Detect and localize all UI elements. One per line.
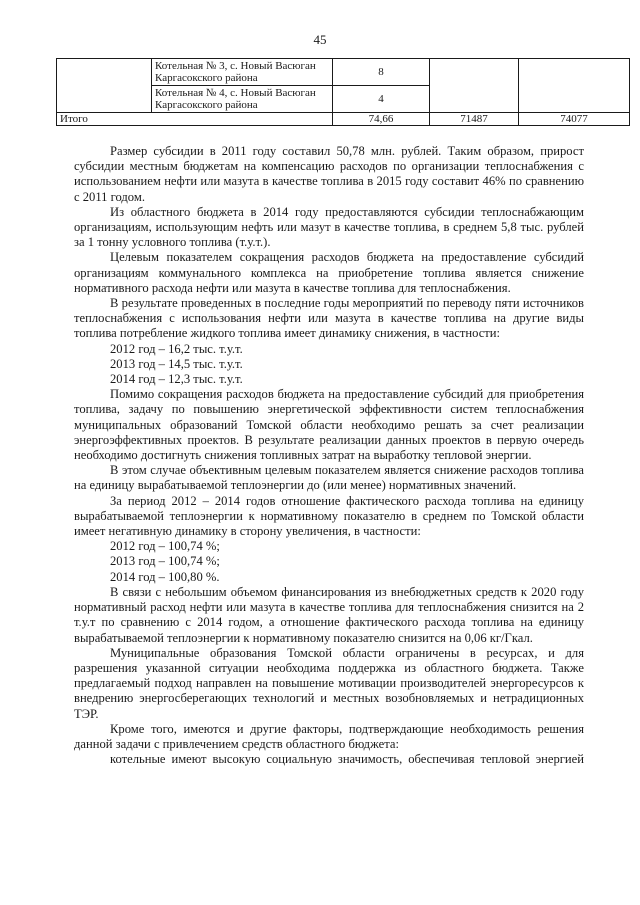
boiler-value-cell: 8: [333, 59, 430, 86]
empty-cell: [430, 59, 519, 113]
list-item: 2014 год – 12,3 тыс. т.у.т.: [110, 372, 243, 387]
total-c2-cell: 74077: [519, 113, 630, 126]
boiler-value-cell: 4: [333, 86, 430, 113]
list-item: 2013 год – 14,5 тыс. т.у.т.: [110, 356, 243, 371]
document-body: [74, 144, 584, 767]
list-item: 2013 год – 100,74 %;: [110, 554, 220, 569]
boiler-name-cell: Котельная № 4, с. Новый Васюган Каргасокского района: [152, 86, 333, 113]
total-value-cell: 74,66: [333, 113, 430, 126]
paragraph: За период 2012 – 2014 годов отношение фактического расхода топлива на единицу вырабатываемой теплоэнергии к нормативному показателю в среднем по Томской области имеет негативную динамику в сторону увеличения, в частности:: [74, 493, 584, 539]
empty-cell: [519, 59, 630, 113]
paragraph: Из областного бюджета в 2014 году предоставляются субсидии теплоснабжающим организациям, использующим нефть или мазут в качестве топлива, в среднем 5,8 тыс. рублей за 1 тонну условного топлива (т.у.т.).: [74, 204, 584, 250]
paragraph: Муниципальные образования Томской области ограничены в ресурсах, и для разрешения указанной ситуации необходима поддержка из областного бюджета. Также предлагаемый подход направлен на повышение мотивации производителей энергоресурсов к внедрению энергосберегающих технологий и местных возобновляемых и нетрадиционных ТЭР.: [74, 645, 584, 721]
table-total-row: [57, 113, 630, 126]
paragraph: Целевым показателем сокращения расходов бюджета на предоставление субсидий организациям коммунального комплекса на приобретение топлива является снижение нормативного расхода нефти или мазута в качестве топлива для теплоснабжения.: [74, 250, 584, 295]
subsidy-table: [56, 58, 630, 126]
paragraph: Кроме того, имеются и другие факторы, подтверждающие необходимость решения данной задачи с привлечением средств областного бюджета:: [74, 721, 584, 751]
page-number: 45: [313, 32, 327, 47]
group-cell: [57, 59, 152, 113]
paragraph: Размер субсидии в 2011 году составил 50,78 млн. рублей. Таким образом, прирост субсидии местным бюджетам на компенсацию расходов по организации теплоснабжения с использованием нефти или мазута в качестве топлива в 2015 году составит 46% по сравнению с 2011 годом.: [74, 144, 584, 204]
total-c1-cell: 71487: [430, 113, 519, 126]
paragraph: котельные имеют высокую социальную значимость, обеспечивая тепловой энергией: [110, 752, 584, 767]
paragraph: В этом случае объективным целевым показателем является снижение расходов топлива на единицу вырабатываемой теплоэнергии до (или менее) нормативных значений.: [74, 463, 584, 493]
list-item: 2014 год – 100,80 %.: [110, 569, 220, 584]
paragraph: Помимо сокращения расходов бюджета на предоставление субсидий для приобретения топлива, задачу по повышению энергетической эффективности систем теплоснабжения муниципальных образований Томской области необходимо решать за счет реализации энергоэффективных проектов. В результате реализации данных проектов в первую очередь необходимо достигнуть снижения топливных затрат на выработку тепловой энергии.: [74, 387, 584, 463]
paragraph: В результате проведенных в последние годы мероприятий по переводу пяти источников теплоснабжения с использования нефти или мазута в качестве топлива на другие виды топлива потребление жидкого топлива имеет динамику снижения, в частности:: [74, 296, 584, 341]
list-item: 2012 год – 100,74 %;: [110, 539, 220, 554]
paragraph: В связи с небольшим объемом финансирования из внебюджетных средств к 2020 году нормативный расход нефти или мазута в качестве топлива для теплоснабжения снизится на 2 т.у.т по сравнению с 2014 годом, а отношение фактического расхода топлива на единицу вырабатываемой теплоэнергии к нормативному показателю снизится на 0,06 кг/Гкал.: [74, 584, 584, 645]
boiler-name-cell: Котельная № 3, с. Новый Васюган Каргасокского района: [152, 59, 333, 86]
list-item: 2012 год – 16,2 тыс. т.у.т.: [110, 341, 243, 356]
table-row: [57, 59, 630, 86]
total-label-cell: Итого: [57, 113, 333, 126]
